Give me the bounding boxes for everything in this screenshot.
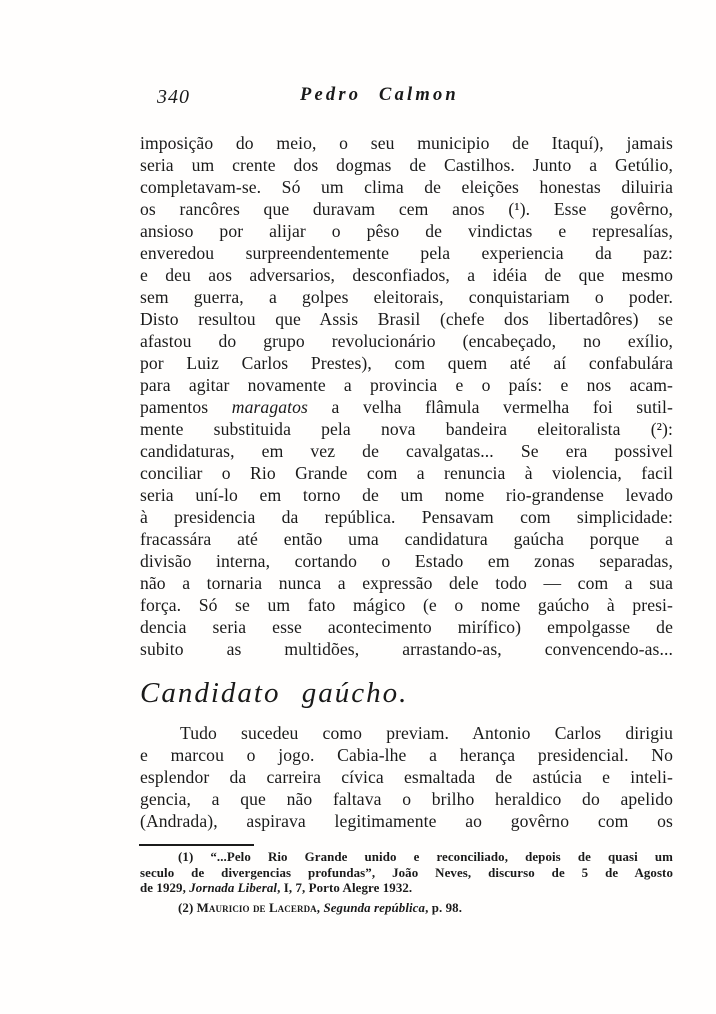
text-line [140, 881, 673, 897]
text-segment: (2) [178, 900, 197, 915]
text-line [140, 766, 673, 788]
paragraph-1 [140, 132, 673, 660]
text-line [140, 506, 673, 528]
text-segment: sem guerra, a golpes eleitorais, conquistariam o poder. [140, 287, 673, 307]
text-segment: a velha flâmula vermelha foi sutil- [307, 397, 673, 417]
section-heading: Candidato gaúcho. [140, 677, 409, 709]
text-segment: por Luiz Carlos Prestes), com quem até aí confabulára [140, 353, 673, 373]
text-line [140, 462, 673, 484]
text-segment: mente substituida pela nova bandeira eleitoralista (²): [140, 419, 673, 439]
text-line [140, 484, 673, 506]
text-line [140, 722, 673, 744]
text-segment: gencia, a que não faltava o brilho heraldico do apelido [140, 789, 673, 809]
text-line [140, 396, 673, 418]
text-segment: Disto resultou que Assis Brasil (chefe dos libertadôres) se [140, 309, 673, 329]
text-segment: Tudo sucedeu como previam. Antonio Carlos dirigiu [180, 723, 673, 743]
text-segment: e deu aos adversarios, desconfiados, a idéia de que mesmo [140, 265, 673, 285]
text-segment: de 1929, [140, 881, 190, 895]
text-line [140, 901, 673, 917]
text-segment: , [316, 900, 324, 915]
running-title: Pedro Calmon [300, 85, 459, 105]
italic-text: Jornada Liberal [189, 881, 278, 895]
text-line [140, 374, 673, 396]
text-line [140, 220, 673, 242]
text-line [140, 528, 673, 550]
text-segment: conciliar o Rio Grande com a renuncia à violencia, facil [140, 463, 673, 483]
text-segment: à presidencia da república. Pensavam com simplicidade: [140, 507, 673, 527]
text-segment: ansioso por alijar o pêso de vindictas e represalías, [140, 221, 673, 241]
italic-text: maragatos [231, 397, 308, 417]
text-line [140, 330, 673, 352]
italic-text: Segunda república [323, 900, 426, 915]
text-line [140, 616, 673, 638]
text-segment: completavam-se. Só um clima de eleições honestas diluiria [140, 177, 673, 197]
smallcaps-text: Mauricio de Lacerda [196, 900, 317, 915]
text-segment: seria uní-lo em torno de um nome rio-grandense levado [140, 485, 673, 505]
text-segment: seculo de divergencias profundas”, João Neves, discurso de 5 de Agosto [140, 865, 673, 880]
text-segment: esplendor da carreira cívica esmaltada de astúcia e inteli- [140, 767, 673, 787]
text-line [140, 198, 673, 220]
text-line [140, 286, 673, 308]
footnote-rule [139, 844, 254, 846]
text-segment: força. Só se um fato mágico (e o nome gaúcho à presi- [140, 595, 673, 615]
text-line [140, 866, 673, 882]
text-line [140, 850, 673, 866]
text-line [140, 744, 673, 766]
text-segment: e marcou o jogo. Cabia-lhe a herança presidencial. No [140, 745, 673, 765]
text-line [140, 242, 673, 264]
text-segment: divisão interna, cortando o Estado em zonas separadas, [140, 551, 673, 571]
text-line [140, 440, 673, 462]
text-segment: seria um crente dos dogmas de Castilhos. Junto a Getúlio, [140, 155, 673, 175]
text-line [140, 132, 673, 154]
text-line [140, 418, 673, 440]
text-line [140, 638, 673, 660]
text-segment: (Andrada), aspirava legitimamente ao govêrno com os [140, 811, 673, 831]
text-line [140, 308, 673, 330]
text-segment: , I, 7, Porto Alegre 1932. [277, 881, 413, 895]
text-line [140, 264, 673, 286]
text-segment: , p. 98. [425, 900, 463, 915]
text-segment: imposição do meio, o seu municipio de Itaquí), jamais [140, 133, 673, 153]
text-segment: subito as multidões, arrastando-as, convencendo-as... [140, 639, 673, 659]
text-segment: candidaturas, em vez de cavalgatas... Se era possivel [140, 441, 673, 461]
text-line [140, 352, 673, 374]
text-line [140, 810, 673, 832]
page-number: 340 [157, 86, 190, 108]
paragraph-2 [140, 722, 673, 832]
text-segment: os rancôres que duravam cem anos (¹). Esse govêrno, [140, 199, 673, 219]
text-line [140, 594, 673, 616]
text-segment: fracassára até então uma candidatura gaúcha porque a [140, 529, 673, 549]
text-line [140, 176, 673, 198]
text-segment: pamentos [140, 397, 232, 417]
text-segment: para agitar novamente a provincia e o país: e nos acam- [140, 375, 673, 395]
text-segment: não a tornaria nunca a expressão dele todo — com a sua [140, 573, 673, 593]
text-line [140, 572, 673, 594]
text-line [140, 550, 673, 572]
footnotes [140, 850, 673, 916]
text-segment: dencia seria esse acontecimento mirífico) empolgasse de [140, 617, 673, 637]
text-segment: enveredou surpreendentemente pela experiencia da paz: [140, 243, 673, 263]
text-line [140, 788, 673, 810]
text-segment: afastou do grupo revolucionário (encabeçado, no exílio, [140, 331, 673, 351]
text-line [140, 154, 673, 176]
text-segment: (1) “...Pelo Rio Grande unido e reconciliado, depois de quasi um [178, 850, 673, 864]
